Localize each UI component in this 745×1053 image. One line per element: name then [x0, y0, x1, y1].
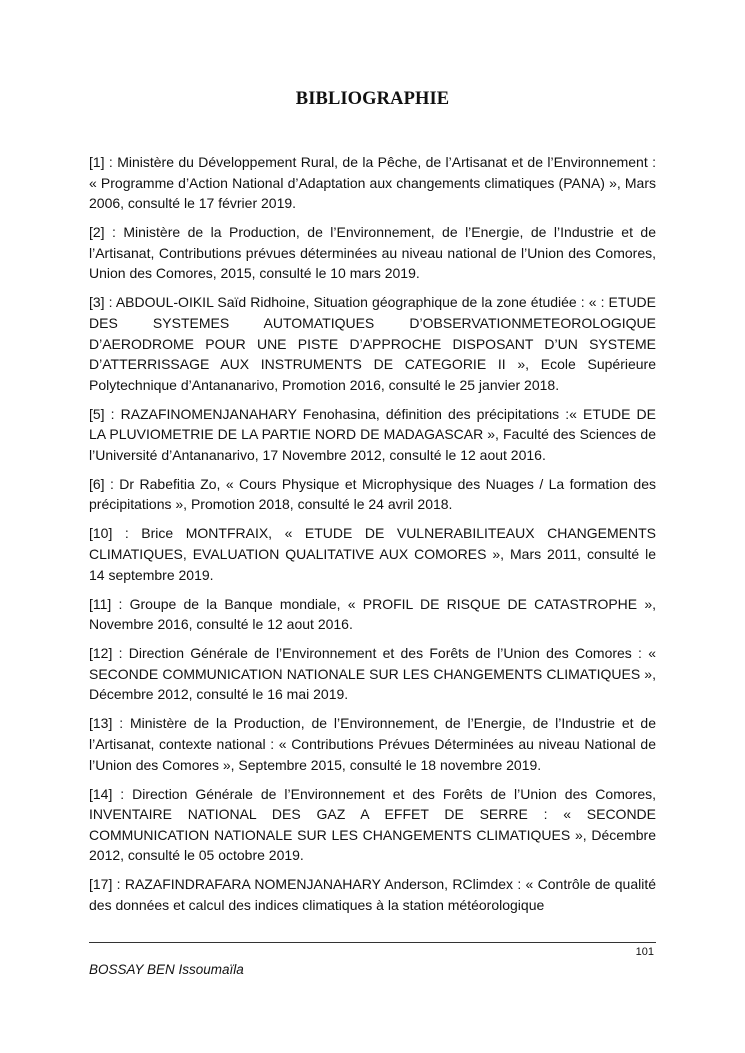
reference-entry: [14] : Direction Générale de l’Environnement et des Forêts de l’Union des Comores, INVENTAIRE NATIONAL DES GAZ A EFFET DE SERRE : « SECONDE COMMUNICATION NATIONALE SUR LES CHANGEMENTS CLIMATIQUES », Décembre 2012, consulté le 05 octobre 2019.	[89, 785, 656, 864]
page-number: 101	[635, 946, 654, 958]
reference-entry: [6] : Dr Rabefitia Zo, « Cours Physique et Microphysique des Nuages / La formation des précipitations », Promotion 2018, consulté le 24 avril 2018.	[89, 475, 656, 513]
reference-entry: [13] : Ministère de la Production, de l’Environnement, de l’Energie, de l’Industrie et de l’Artisanat, contexte national : « Contributions Prévues Déterminées au niveau National de l’Union des Comores », Septembre 2015, consulté le 18 novembre 2019.	[89, 715, 656, 773]
reference-entry: [1] : Ministère du Développement Rural, de la Pêche, de l’Artisanat et de l’Environnement : « Programme d’Action National d’Adaptation aux changements climatiques (PANA) », Mars 2006, consulté le 17 février 2019.	[89, 154, 656, 212]
reference-entry: [5] : RAZAFINOMENJANAHARY Fenohasina, définition des précipitations :« ETUDE DE LA PLUVIOMETRIE DE LA PARTIE NORD DE MADAGASCAR », Faculté des Sciences de l’Université d’Antananarivo, 17 Novembre 2012, consulté le 12 aout 2016.	[89, 405, 656, 463]
reference-entry: [2] : Ministère de la Production, de l’Environnement, de l’Energie, de l’Industrie et de l’Artisanat, Contributions prévues déterminées au niveau national de l’Union des Comores, Union des Comores, 2015, consulté le 10 mars 2019.	[89, 224, 656, 282]
reference-entry: [12] : Direction Générale de l’Environnement et des Forêts de l’Union des Comores : « SECONDE COMMUNICATION NATIONALE SUR LES CHANGEMENTS CLIMATIQUES », Décembre 2012, consulté le 16 mai 2019.	[89, 645, 656, 703]
footer-divider	[89, 942, 656, 943]
page-title: BIBLIOGRAPHIE	[295, 89, 450, 109]
footer-author: BOSSAY BEN Issoumaïla	[89, 962, 244, 977]
reference-entry: [17] : RAZAFINDRAFARA NOMENJANAHARY Anderson, RClimdex : « Contrôle de qualité des données et calcul des indices climatiques à la station météorologique	[89, 876, 656, 913]
reference-entry: [10] : Brice MONTFRAIX, « ETUDE DE VULNERABILITEAUX CHANGEMENTS CLIMATIQUES, EVALUATION QUALITATIVE AUX COMORES », Mars 2011, consulté le 14 septembre 2019.	[89, 525, 656, 583]
reference-entry: [11] : Groupe de la Banque mondiale, « PROFIL DE RISQUE DE CATASTROPHE », Novembre 2016, consulté le 12 aout 2016.	[89, 595, 656, 633]
reference-entry: [3] : ABDOUL-OIKIL Saïd Ridhoine, Situation géographique de la zone étudiée : « : ETUDE DES SYSTEMES AUTOMATIQUES D’OBSERVATIONMETEOROLOGIQUE D’AERODROME POUR UNE PISTE D’APPROCHE DISPOSANT D’UN SYSTEME D’ATTERRISSAGE AUX INSTRUMENTS DE CATEGORIE II », Ecole Supérieure Polytechnique d’Antananarivo, Promotion 2016, consulté le 25 janvier 2018.	[89, 294, 656, 393]
reference-list	[89, 152, 656, 924]
